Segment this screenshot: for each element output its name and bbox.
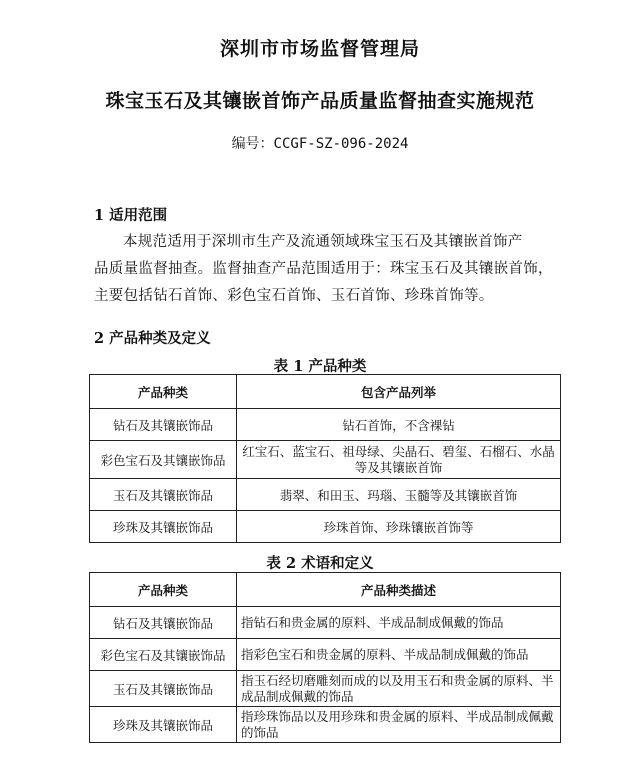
category-cell: 钻石及其镶嵌饰品 xyxy=(90,607,237,639)
paragraph-line: 本规范适用于深圳市生产及流通领域珠宝玉石及其镶嵌首饰产 xyxy=(123,234,523,250)
column-header: 产品种类 xyxy=(90,375,237,409)
section-1-heading: 1 适用范围 xyxy=(94,207,168,224)
table-row xyxy=(90,479,561,511)
examples-cell: 红宝石、蓝宝石、祖母绿、尖晶石、碧玺、石榴石、水晶等及其镶嵌首饰 xyxy=(237,441,561,479)
table-row xyxy=(90,511,561,543)
description-cell: 指钻石和贵金属的原料、半成品制成佩戴的饰品 xyxy=(237,607,561,639)
column-header: 产品种类 xyxy=(90,573,237,607)
table-row xyxy=(90,671,561,707)
examples-cell: 翡翠、和田玉、玛瑙、玉髓等及其镶嵌首饰 xyxy=(237,479,561,511)
paragraph-line: 品质量监督抽查。监督抽查产品范围适用于：珠宝玉石及其镶嵌首饰， xyxy=(94,261,553,277)
table-2-caption: 表 2 术语和定义 xyxy=(266,555,374,572)
terms-definitions-table xyxy=(89,572,561,743)
description-cell: 指珍珠饰品以及用珍珠和贵金属的原料、半成品制成佩戴的饰品 xyxy=(237,707,561,743)
table-row xyxy=(90,607,561,639)
category-cell: 钻石及其镶嵌饰品 xyxy=(90,409,237,441)
category-cell: 玉石及其镶嵌饰品 xyxy=(90,671,237,707)
document-code: 编号：CCGF-SZ-096-2024 xyxy=(231,136,409,152)
table-header-row xyxy=(90,573,561,607)
product-category-table xyxy=(89,374,561,543)
examples-cell: 珍珠首饰、珍珠镶嵌首饰等 xyxy=(237,511,561,543)
category-cell: 彩色宝石及其镶嵌饰品 xyxy=(90,441,237,479)
category-cell: 珍珠及其镶嵌饰品 xyxy=(90,511,237,543)
table-row xyxy=(90,441,561,479)
table-row xyxy=(90,639,561,671)
category-cell: 玉石及其镶嵌饰品 xyxy=(90,479,237,511)
examples-cell: 钻石首饰，不含裸钻 xyxy=(237,409,561,441)
issuing-organization: 深圳市市场监督管理局 xyxy=(219,38,420,60)
table-row xyxy=(90,707,561,743)
description-cell: 指玉石经切磨雕刻而成的以及用玉石和贵金属的原料、半成品制成佩戴的饰品 xyxy=(237,671,561,707)
table-header-row xyxy=(90,375,561,409)
table-row xyxy=(90,409,561,441)
paragraph-line: 主要包括钻石首饰、彩色宝石首饰、玉石首饰、珍珠首饰等。 xyxy=(94,288,494,304)
category-cell: 珍珠及其镶嵌饰品 xyxy=(90,707,237,743)
column-header: 包含产品列举 xyxy=(237,375,561,409)
column-header: 产品种类描述 xyxy=(237,573,561,607)
category-cell: 彩色宝石及其镶嵌饰品 xyxy=(90,639,237,671)
document-title: 珠宝玉石及其镶嵌首饰产品质量监督抽查实施规范 xyxy=(105,90,535,112)
table-1-caption: 表 1 产品种类 xyxy=(273,358,367,375)
description-cell: 指彩色宝石和贵金属的原料、半成品制成佩戴的饰品 xyxy=(237,639,561,671)
section-1-paragraph xyxy=(94,229,560,310)
section-2-heading: 2 产品种类及定义 xyxy=(94,330,211,347)
